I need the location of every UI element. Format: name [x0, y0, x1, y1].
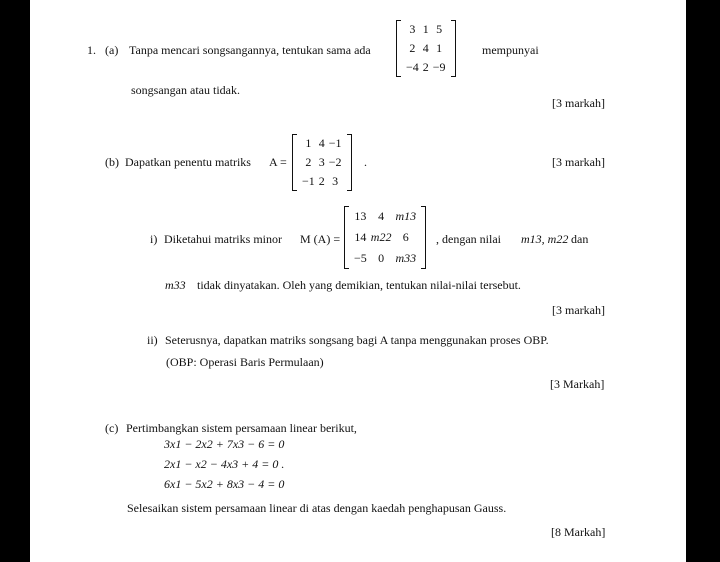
subpart-i-label: i) — [150, 232, 158, 246]
part-c-instruction: Selesaikan sistem persamaan linear di atas dengan kaedah penghapusan Gauss. — [127, 501, 507, 515]
matrix-cell: −4 — [406, 60, 419, 74]
part-a-marks: [3 markah] — [552, 96, 605, 110]
minor-matrix-cells — [349, 206, 421, 269]
matrix-cell: −1 — [302, 174, 315, 188]
matrix-cell: −5 — [354, 251, 367, 265]
matrix-b — [292, 134, 352, 191]
equation-2: 2x1 − x2 − 4x3 + 4 = 0 . — [164, 457, 285, 471]
matrix-cell: 2 — [318, 174, 325, 188]
right-bracket — [421, 206, 426, 269]
matrix-cell: 3 — [318, 155, 325, 169]
matrix-cell: 14 — [354, 230, 367, 244]
part-b-marks: [3 markah] — [552, 155, 605, 169]
subpart-i-and: dan — [571, 232, 589, 246]
subpart-ii-text: Seterusnya, dapatkan matriks songsang bagi A tanpa menggunakan proses OBP. — [165, 333, 549, 347]
part-b-label: (b) — [105, 155, 119, 169]
subpart-i-variables: m13, m22 — [521, 232, 569, 246]
subpart-ii-label: ii) — [147, 333, 158, 347]
part-c-marks: [8 Markah] — [551, 525, 606, 539]
matrix-cell: 2 — [422, 60, 429, 74]
subpart-ii-marks: [3 Markah] — [550, 377, 605, 391]
subpart-i-cont-variable: m33 — [165, 278, 186, 292]
matrix-b-cells — [297, 134, 347, 191]
matrix-cell: −9 — [432, 60, 446, 74]
matrix-name-a: A = — [269, 155, 287, 169]
matrix-cell: 2 — [305, 155, 312, 169]
matrix-cell: 1 — [436, 41, 443, 55]
subpart-i-marks: [3 markah] — [552, 303, 605, 317]
minor-matrix — [344, 206, 426, 269]
subpart-i-text: Diketahui matriks minor — [164, 232, 282, 246]
part-a-continuation: songsangan atau tidak. — [131, 83, 240, 97]
matrix-a-cells — [401, 20, 451, 77]
matrix-cell: 4 — [422, 41, 429, 55]
matrix-cell: 4 — [318, 136, 325, 150]
matrix-cell: m33 — [395, 251, 417, 265]
right-bracket — [451, 20, 456, 77]
matrix-cell: 2 — [409, 41, 416, 55]
document-page — [30, 0, 686, 562]
matrix-cell: m13 — [395, 209, 417, 223]
minor-matrix-name: M (A) = — [300, 232, 341, 246]
matrix-cell: 3 — [409, 22, 416, 36]
matrix-cell: 1 — [422, 22, 429, 36]
part-b-period: . — [364, 155, 367, 169]
matrix-cell: 0 — [378, 251, 385, 265]
matrix-cell: 1 — [305, 136, 312, 150]
subpart-ii-note: (OBP: Operasi Baris Permulaan) — [166, 355, 324, 369]
equation-1: 3x1 − 2x2 + 7x3 − 6 = 0 — [164, 437, 285, 451]
subpart-i-mid: , dengan nilai — [436, 232, 501, 246]
matrix-cell: 13 — [354, 209, 367, 223]
matrix-cell: 4 — [378, 209, 385, 223]
matrix-cell: −2 — [328, 155, 342, 169]
matrix-cell: 5 — [436, 22, 443, 36]
part-c-text: Pertimbangkan sistem persamaan linear berikut, — [126, 421, 357, 435]
matrix-cell: −1 — [328, 136, 342, 150]
part-a-label: (a) — [105, 43, 119, 57]
part-c-label: (c) — [105, 421, 119, 435]
equation-3: 6x1 − 5x2 + 8x3 − 4 = 0 — [164, 477, 285, 491]
subpart-i-continuation: tidak dinyatakan. Oleh yang demikian, tentukan nilai-nilai tersebut. — [197, 278, 521, 292]
matrix-cell: m22 — [370, 230, 392, 244]
right-bracket — [347, 134, 352, 191]
part-a-after: mempunyai — [482, 43, 539, 57]
part-a-text: Tanpa mencari songsangannya, tentukan sama ada — [129, 43, 371, 57]
matrix-cell: 6 — [402, 230, 409, 244]
matrix-cell: 3 — [332, 174, 339, 188]
part-b-text: Dapatkan penentu matriks — [125, 155, 251, 169]
question-number: 1. — [87, 43, 96, 57]
matrix-a-part — [396, 20, 456, 77]
